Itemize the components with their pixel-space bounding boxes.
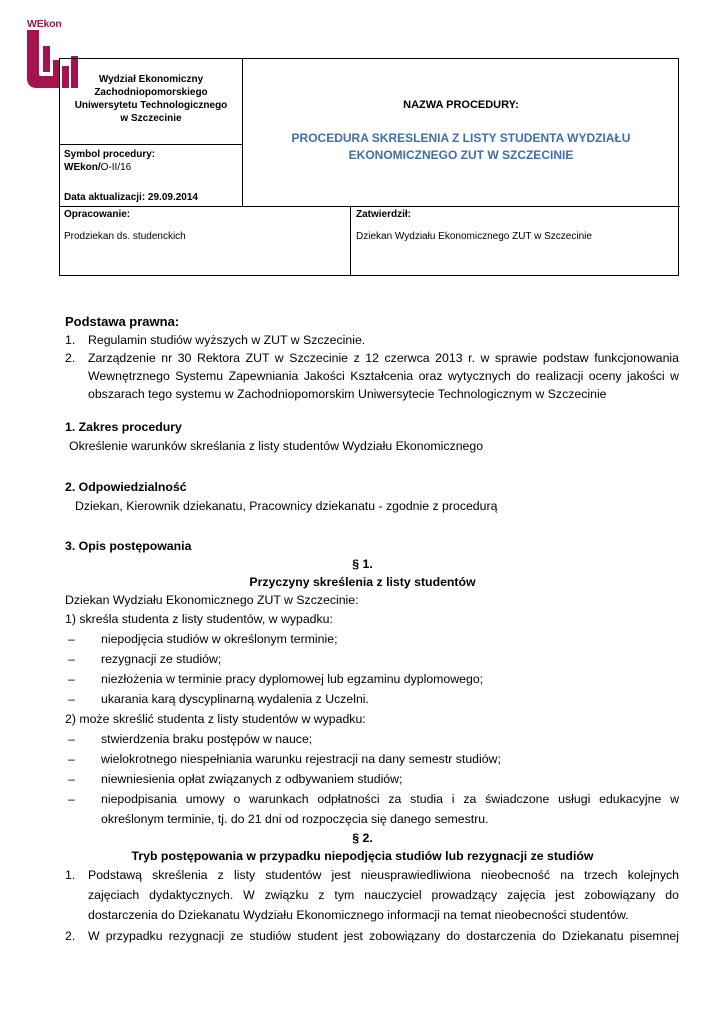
list-item: stwierdzenia braku postępów w nauce; bbox=[101, 732, 313, 746]
section-1-title: Przyczyny skreślenia z listy studentów bbox=[249, 575, 476, 589]
procedure-symbol: Symbol procedury: WEkon/O-II/16 bbox=[64, 149, 156, 173]
legal-item-1: Regulamin studiów wyższych w ZUT w Szczecinie. bbox=[88, 333, 366, 347]
legal-basis-heading: Podstawa prawna: bbox=[65, 314, 180, 329]
section-2-item-1-number: 1. bbox=[65, 868, 76, 882]
dash-bullet: – bbox=[68, 652, 75, 666]
dash-bullet: – bbox=[68, 772, 75, 786]
dash-bullet: – bbox=[68, 692, 75, 706]
legal-item-2-line-2: Wewnętrznego Systemu Zapewniania Jakości Kształcenia oraz wytycznych do realizacji oceny jakości w bbox=[88, 369, 679, 383]
prepared-value: Prodziekan ds. studenckich bbox=[64, 231, 186, 242]
prepared-label: Opracowanie: bbox=[64, 209, 131, 220]
procedure-header-table bbox=[59, 58, 679, 276]
section-2-item-2-line-1: W przypadku rezygnacji ze studiów student jest zobowiązany do dostarczenia do Dziekanatu pisemnej bbox=[88, 929, 679, 943]
description-heading: 3. Opis postępowania bbox=[65, 539, 192, 553]
list-item: rezygnacji ze studiów; bbox=[101, 652, 222, 666]
list-item: niepodjęcia studiów w określonym terminie; bbox=[101, 632, 338, 646]
scope-text: Określenie warunków skreślania z listy studentów Wydziału Ekonomicznego bbox=[69, 439, 484, 453]
institution-name: Wydział Ekonomiczny Zachodniopomorskiego Uniwersytetu Technologicznego w Szczecinie bbox=[74, 74, 228, 124]
legal-item-2-number: 2. bbox=[65, 351, 76, 365]
section-1-part-2: 2) może skreślić studenta z listy studentów w wypadku: bbox=[65, 712, 366, 726]
list-item: niepodpisania umowy o warunkach odpłatności za studia i za świadczone usługi edukacyjne w bbox=[101, 792, 679, 806]
section-2-item-1-line-3: dostarczenia do Dziekanatu Wydziału Ekonomicznego informacji na temat nieobecności studentów. bbox=[88, 908, 629, 922]
list-item: niewniesienia opłat związanych z odbywaniem studiów; bbox=[101, 772, 403, 786]
section-2-item-1-line-1: Podstawą skreślenia z listy studentów jest nieusprawiedliwiona nieobecność na trzech kolejnych bbox=[88, 868, 679, 882]
dash-bullet: – bbox=[68, 752, 75, 766]
legal-item-2-line-3: obszarach tego systemu w Zachodniopomorskim Uniwersytecie Technologicznym w Szczecinie bbox=[88, 387, 607, 401]
responsibility-text: Dziekan, Kierownik dziekanatu, Pracownicy dziekanatu - zgodnie z procedurą bbox=[75, 499, 498, 513]
dash-bullet: – bbox=[68, 792, 75, 806]
dash-bullet: – bbox=[68, 632, 75, 646]
procedure-title: PROCEDURA SKRESLENIA Z LISTY STUDENTA WYDZIAŁU EKONOMICZNEGO ZUT W SZCZECINIE bbox=[291, 131, 631, 162]
list-item-continuation: określonym terminie, tj. do 21 dni od rozpoczęcia się danego semestru. bbox=[101, 812, 489, 826]
procedure-name-label: NAZWA PROCEDURY: bbox=[403, 99, 519, 111]
list-item: wielokrotnego niespełniania warunku rejestracji na dany semestr studiów; bbox=[101, 752, 501, 766]
legal-item-2-line-1: Zarządzenie nr 30 Rektora ZUT w Szczecinie z 12 czerwca 2013 r. w sprawie podstaw funkcjonowania bbox=[88, 351, 679, 365]
dash-bullet: – bbox=[68, 732, 75, 746]
section-2-item-1-line-2: zajęciach dydaktycznych. W związku z tym nauczyciel prowadzący zajęcia jest zobowiązany do bbox=[88, 888, 679, 902]
legal-item-1-number: 1. bbox=[65, 333, 76, 347]
responsibility-heading: 2. Odpowiedzialność bbox=[65, 480, 187, 494]
list-item: niezłożenia w terminie pracy dyplomowej lub egzaminu dyplomowego; bbox=[101, 672, 484, 686]
section-1-mark: § 1. bbox=[352, 557, 373, 571]
section-1-intro: Dziekan Wydziału Ekonomicznego ZUT w Szczecinie: bbox=[65, 593, 359, 607]
section-1-part-1: 1) skreśla studenta z listy studentów, w wypadku: bbox=[65, 612, 333, 626]
dash-bullet: – bbox=[68, 672, 75, 686]
section-2-mark: § 2. bbox=[352, 831, 373, 845]
approved-label: Zatwierdził: bbox=[356, 209, 412, 220]
list-item: ukarania karą dyscyplinarną wydalenia z Uczelni. bbox=[101, 692, 369, 706]
section-2-title: Tryb postępowania w przypadku niepodjęcia studiów lub rezygnacji ze studiów bbox=[131, 849, 594, 863]
logo-text: WEkon bbox=[27, 18, 62, 30]
update-date: Data aktualizacji: 29.09.2014 bbox=[64, 192, 198, 203]
section-2-item-2-number: 2. bbox=[65, 929, 76, 943]
scope-heading: 1. Zakres procedury bbox=[65, 420, 182, 434]
approved-value: Dziekan Wydziału Ekonomicznego ZUT w Szczecinie bbox=[356, 231, 592, 242]
